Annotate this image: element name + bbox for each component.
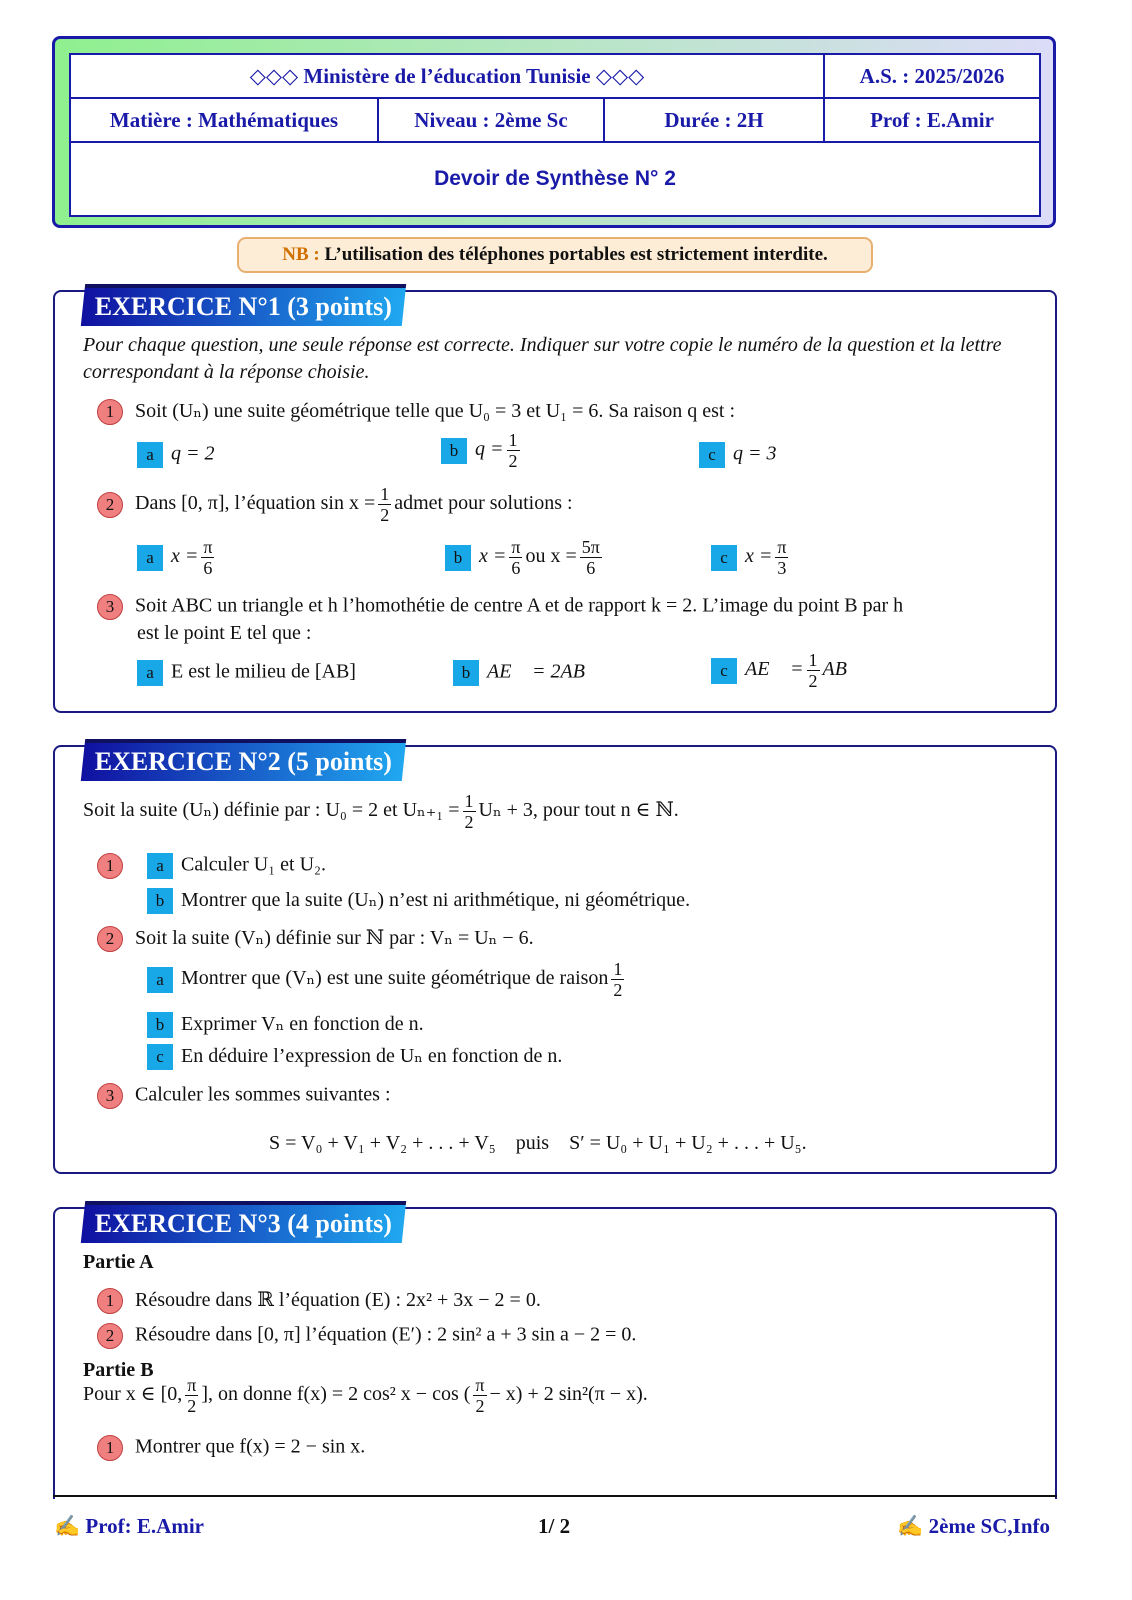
exam-title: Devoir de Synthèse N° 2 — [70, 142, 1040, 216]
q-number: 2 — [97, 926, 123, 952]
exercise-2-title: EXERCICE N°2 (5 points) — [81, 739, 407, 781]
ex1-q3-cont: est le point E tel que : — [137, 622, 312, 644]
choice-letter: b — [441, 438, 467, 464]
ex1-q1: Soit (Uₙ) une suite géométrique telle que U₀ = 3 et U₁ = 6. Sa raison q est : — [135, 400, 736, 422]
footer-divider — [53, 1495, 1057, 1497]
choice-letter: a — [137, 442, 163, 468]
choice-letter: c — [699, 442, 725, 468]
choice-text: E est le milieu de [AB] — [171, 660, 356, 683]
exercise-1: EXERCICE N°1 (3 points) Pour chaque question, une seule réponse est correcte. Indiquer sur votre copie le numéro de la question et la lettre correspondant à la réponse choisie. 1 Soit (Uₙ) une suite géométrique telle que U₀ = 3 et U₁ = 6. Sa raison q est : a q = 2 b q = $\frac{1}{2}$ c q = 3 2 Dans [0, π], l’équation sin x = $\frac{1}{2}$ admet pour solutions : a x = $\frac{\pi}{6}$ b x = $\frac{\pi}{6}$ ou x = $\frac{5\pi}{6}$ c x = $\frac{\pi}{3}$ 3 Soit ABC un triangle et h l’homothétie de centre A et de rapport k = 2. L’image du point B par h est le point E tel que : a E est le milieu de [AB] b AE⃗ = 2AB⃗ c AE⃗ = $\frac{1}{2}$ AB⃗ — [53, 290, 1057, 713]
exercise-2: EXERCICE N°2 (5 points) Soit la suite (Uₙ) définie par : U₀ = 2 et Uₙ₊₁ = $\frac{1}{2}$ Uₙ + 3, pour tout n ∈ ℕ. 1 a Calculer U₁ et U₂. b Montrer que la suite (Uₙ) n’est ni arithmétique, ni géométrique. 2 Soit la suite (Vₙ) définie sur ℕ par : Vₙ = Uₙ − 6. a Montrer que (Vₙ) est une suite géométrique de raison $\frac{1}{2}$ b Exprimer Vₙ en fonction de n. c En déduire l’expression de Uₙ en fonction de n. 3 Calculer les sommes suivantes : S = V₀ + V₁ + V₂ + . . . + V₅ puis S′ = U₀ + U₁ + U₂ + . . . + U₅. — [53, 745, 1057, 1174]
choice-text: ou x = — [525, 545, 577, 568]
ex2-q2: Soit la suite (Vₙ) définie sur ℕ par : Vₙ = Uₙ − 6. — [135, 927, 534, 949]
footer-right: ✍ 2ème SC,Info — [897, 1514, 1050, 1538]
choice-text: q = 3 — [733, 442, 777, 465]
nb-label: NB : — [282, 244, 320, 265]
footer-left: ✍ Prof: E.Amir — [54, 1514, 204, 1538]
ex2-q1b: Montrer que la suite (Uₙ) n’est ni arithmétique, ni géométrique. — [181, 889, 691, 911]
ex2-q1a: Calculer U₁ et U₂. — [181, 853, 327, 876]
prof: Prof : E.Amir — [824, 98, 1040, 142]
choice-text: x = — [745, 545, 773, 568]
choice-letter: a — [137, 545, 163, 571]
nb-notice — [237, 237, 873, 273]
choice-letter: a — [147, 853, 173, 879]
subject: Matière : Mathématiques — [70, 98, 378, 142]
ex2-q2b: Exprimer Vₙ en fonction de n. — [181, 1013, 424, 1035]
q-number: 2 — [97, 1323, 123, 1349]
ex1-q2: Dans [0, π], l’équation sin x = — [135, 492, 376, 515]
choice-letter: b — [453, 660, 479, 686]
ex3-b-intro: ], on donne f(x) = 2 cos² x − cos ( — [201, 1383, 471, 1406]
choice-letter: b — [445, 545, 471, 571]
choice-text: AE⃗ = 2AB⃗ — [487, 660, 601, 683]
choice-text: q = — [475, 438, 504, 461]
part-a: Partie A — [83, 1251, 154, 1273]
duration: Durée : 2H — [604, 98, 824, 142]
exercise-1-title: EXERCICE N°1 (3 points) — [81, 284, 407, 326]
choice-text: q = 2 — [171, 442, 215, 465]
q-number: 1 — [97, 853, 123, 879]
ex1-q2-end: admet pour solutions : — [394, 492, 573, 515]
choice-letter: c — [711, 658, 737, 684]
school-year: A.S. : 2025/2026 — [824, 54, 1040, 98]
choice-letter: c — [711, 545, 737, 571]
ex2-q2a: Montrer que (Vₙ) est une suite géométrique de raison — [181, 967, 609, 990]
exercise-3: EXERCICE N°3 (4 points) Partie A 1 Résoudre dans ℝ l’équation (E) : 2x² + 3x − 2 = 0. 2 Résoudre dans [0, π] l’équation (E′) : 2 sin² a + 3 sin a − 2 = 0. Partie B Pour x ∈ [0, $\frac{\pi}{2}$ ], on donne f(x) = 2 cos² x − cos ( $\frac{\pi}{2}$ − x) + 2 sin²(π − x). 1 Montrer que f(x) = 2 − sin x. — [53, 1207, 1057, 1499]
choice-letter: a — [137, 660, 163, 686]
ex3-b1: Montrer que f(x) = 2 − sin x. — [135, 1435, 366, 1458]
ex3-b-intro: Pour x ∈ [0, — [83, 1383, 183, 1406]
fraction: $\frac{1}{2}$ — [508, 430, 518, 471]
choice-text: x = — [479, 545, 507, 568]
ex1-q3: Soit ABC un triangle et h l’homothétie de centre A et de rapport k = 2. L’image du point B par h — [135, 594, 904, 617]
q-number: 2 — [97, 492, 123, 518]
choice-letter: c — [147, 1044, 173, 1070]
q-number: 3 — [97, 594, 123, 620]
part-b: Partie B — [83, 1359, 154, 1381]
exercise-3-title: EXERCICE N°3 (4 points) — [81, 1201, 407, 1243]
q-number: 1 — [97, 399, 123, 425]
level: Niveau : 2ème Sc — [378, 98, 604, 142]
nb-text: L’utilisation des téléphones portables est strictement interdite. — [319, 244, 828, 265]
exam-header — [52, 36, 1056, 228]
ex1-intro: Pour chaque question, une seule réponse est correcte. Indiquer sur votre copie le numéro de la question et la lettre correspondant à la réponse choisie. — [83, 334, 1002, 383]
ex2-q2c: En déduire l’expression de Uₙ en fonction de n. — [181, 1045, 563, 1067]
ex3-a2: Résoudre dans [0, π] l’équation (E′) : 2 sin² a + 3 sin a − 2 = 0. — [135, 1323, 637, 1346]
choice-text: AB⃗ — [822, 658, 863, 681]
ministry: ◇◇◇ Ministère de l’éducation Tunisie ◇◇◇ — [70, 54, 824, 98]
ex2-q3: Calculer les sommes suivantes : — [135, 1083, 391, 1106]
choice-letter: a — [147, 967, 173, 993]
ex2-intro-end: Uₙ + 3, pour tout n ∈ ℕ. — [478, 799, 679, 822]
choice-letter: b — [147, 1012, 173, 1038]
choice-text: AE⃗ = — [745, 658, 804, 681]
choice-letter: b — [147, 888, 173, 914]
ex3-b-intro: − x) + 2 sin²(π − x). — [489, 1383, 648, 1406]
page-number: 1/ 2 — [538, 1514, 571, 1538]
ex2-intro: Soit la suite (Uₙ) définie par : U₀ = 2 et Uₙ₊₁ = — [83, 799, 460, 822]
q-number: 1 — [97, 1288, 123, 1314]
choice-text: x = — [171, 545, 199, 568]
ex3-a1: Résoudre dans ℝ l’équation (E) : 2x² + 3x − 2 = 0. — [135, 1289, 541, 1311]
ex2-sums: S = V₀ + V₁ + V₂ + . . . + V₅ puis S′ = U₀ + U₁ + U₂ + . . . + U₅. — [269, 1132, 807, 1154]
q-number: 3 — [97, 1083, 123, 1109]
q-number: 1 — [97, 1435, 123, 1461]
